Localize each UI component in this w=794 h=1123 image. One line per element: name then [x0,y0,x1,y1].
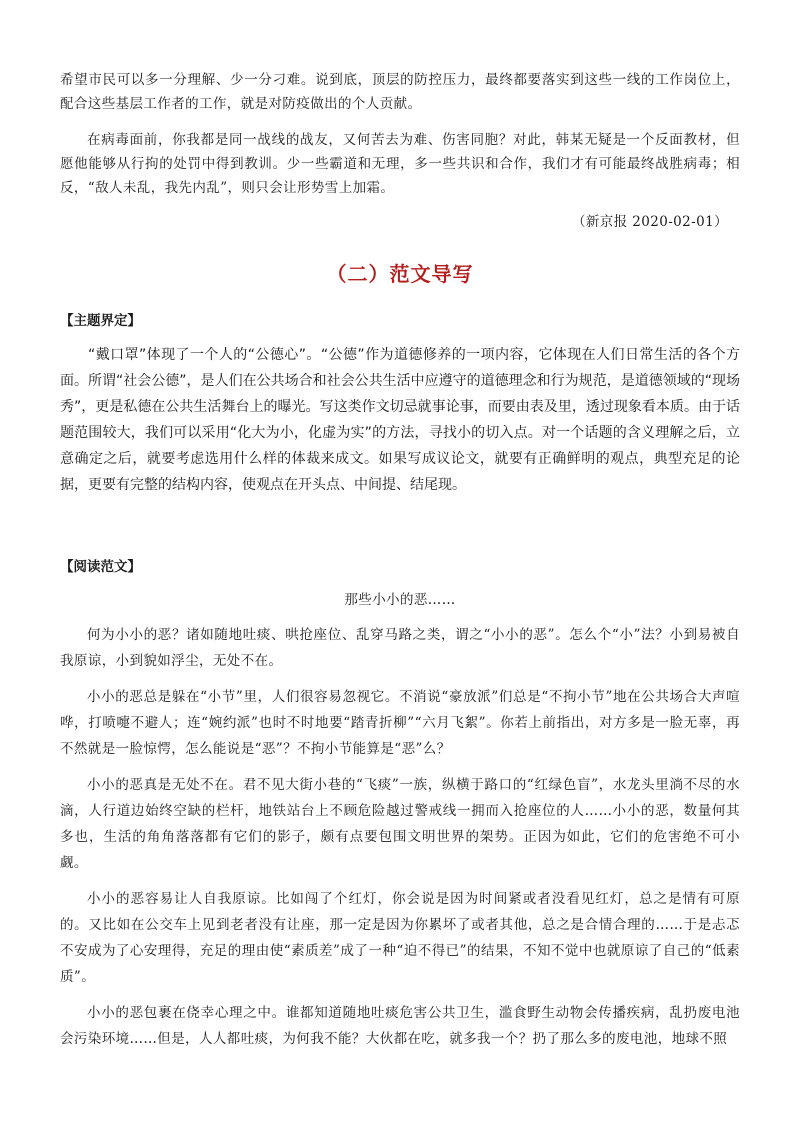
theme-body: “戴口罩”体现了一个人的“公德心”。“公德”作为道德修养的一项内容，它体现在人们日常生活的各个方面。所谓“社会公德”，是人们在公共场合和社会公共生活中应遵守的道德理念和行为规范，是道德领域的“现场秀”，更是私德在公共生活舞台上的曝光。写这类作文切忌就事论事，而要由表及里，透过现象看本质。由于话题范围较大，我们可以采用“化大为小，化虚为实”的方法，寻找小的切入点。对一个话题的含义理解之后，立意确定之后，就要考虑选用什么样的体裁来成文。如果写成议论文，就要有正确鲜明的观点，典型充足的论据，更要有完整的结构内容，使观点在开头点、中间提、结尾现。 [60,347,740,493]
reading-heading: 【阅读范文】 [60,559,141,575]
essay-paragraph: 何为小小的恶？诸如随地吐痰、哄抢座位、乱穿马路之类，谓之“小小的恶”。怎么个“小”法？小到易被自我原谅，小到貌如浮尘，无处不在。 [60,627,740,669]
essay-paragraph: 小小的恶真是无处不在。君不见大街小巷的“飞痰”一族，纵横于路口的“红绿色盲”，水龙头里淌不尽的水滴，人行道边始终空缺的栏杆，地铁站台上不顾危险越过警戒线一拥而入抢座位的人……小小的恶，数量何其多也，生活的角角落落都有它们的影子，颇有点要包围文明世界的架势。正因为如此，它们的危害绝不可小觑。 [60,777,740,871]
essay-title: 那些小小的恶…… [344,592,456,608]
theme-heading: 【主题界定】 [60,313,141,329]
document-page [60,68,740,1052]
essay-paragraph: 小小的恶总是躲在“小节”里，人们很容易忽视它。不消说“豪放派”们总是“不拘小节”地在公共场合大声喧哗，打喷嚏不避人；连“婉约派”也时不时地要“踏青折柳”“六月飞絮”。你若上前指出，对方多是一脸无辜，再不然就是一脸惊愕，怎么能说是“恶”？不拘小节能算是“恶”么？ [60,689,740,757]
essay-paragraph: 小小的恶包裹在侥幸心理之中。谁都知道随地吐痰危害公共卫生，滥食野生动物会传播疾病，乱扔废电池会污染环境……但是，人人都吐痰，为何我不能？大伙都在吃，就多我一个？扔了那么多的废电池，地球不照 [60,1005,740,1047]
intro-paragraph: 在病毒面前，你我都是同一战线的战友，又何苦去为难、伤害同胞？对此，韩某无疑是一个反面教材，但愿他能够从行拘的处罚中得到教训。少一些霸道和无理，多一些共识和合作，我们才有可能最终战胜病毒；相反，“敌人未乱，我先内乱”，则只会让形势雪上加霜。 [60,132,740,196]
source-citation: （新京报 2020-02-01） [571,214,728,230]
section-title: （二）范文导写 [326,262,474,286]
intro-paragraph-continuation: 希望市民可以多一分理解、少一分刁难。说到底，顶层的防控压力，最终都要落实到这些一线的工作岗位上，配合这些基层工作者的工作，就是对防疫做出的个人贡献。 [60,72,740,112]
essay-paragraph: 小小的恶容易让人自我原谅。比如闯了个红灯，你会说是因为时间紧或者没看见红灯，总之是情有可原的。又比如在公交车上见到老者没有让座，那一定是因为你累坏了或者其他，总之是合情合理的……于是忐忑不安成为了心安理得，充足的理由使“素质差”成了一种“迫不得已”的结果，不知不觉中也就原谅了自己的“低素质”。 [60,891,740,985]
